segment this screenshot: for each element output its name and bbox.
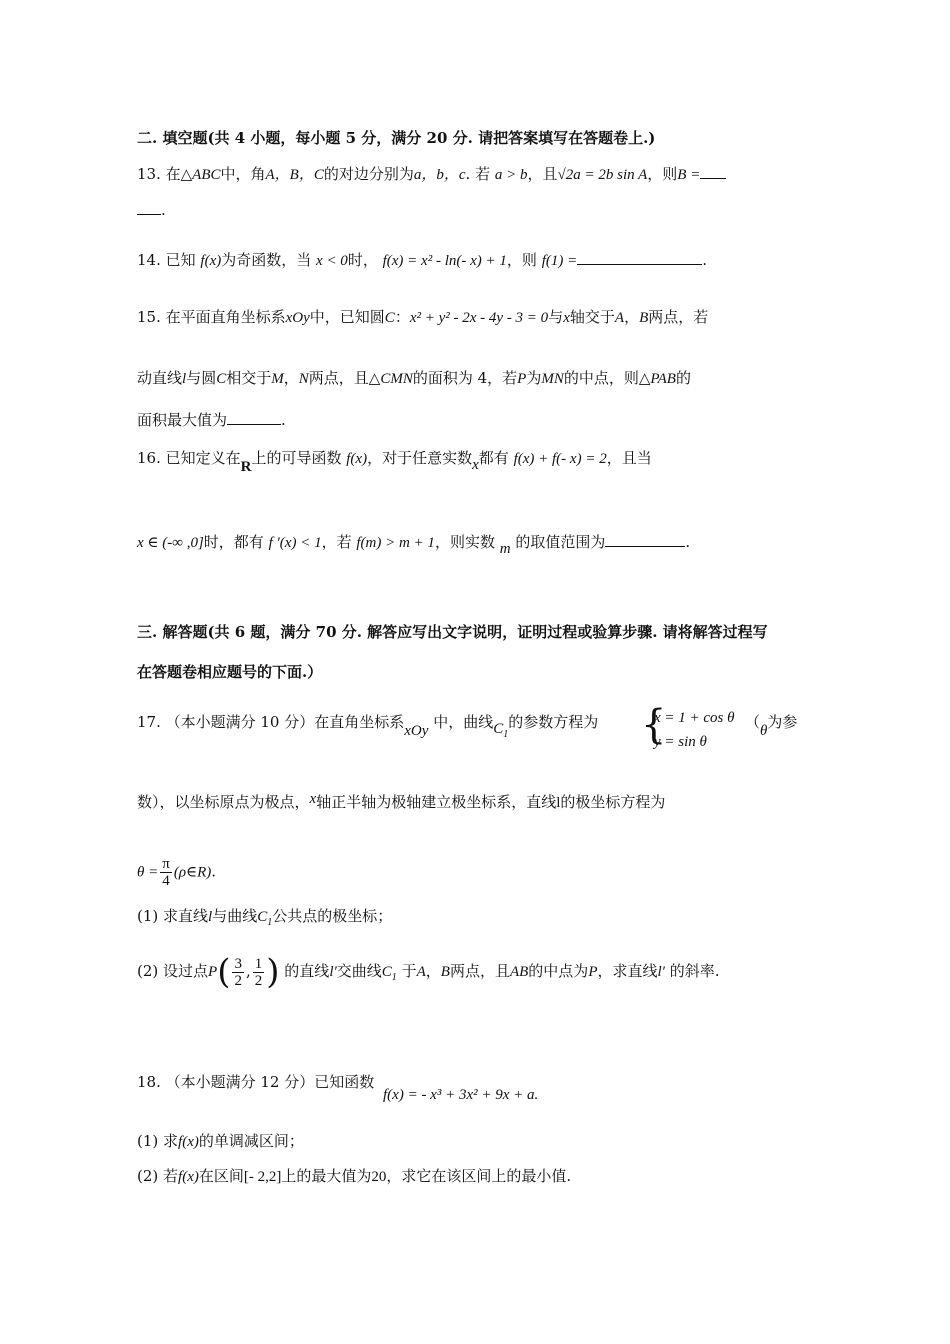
q15-text: 动直线 [137, 369, 183, 387]
q15-text: 为 [526, 369, 542, 387]
q17-text: 中，曲线 [433, 713, 494, 731]
question-18-part-1 [137, 1131, 304, 1152]
q15-text: 面积最大值为 [137, 411, 228, 429]
q14-function: f(x) [200, 253, 222, 269]
q18-function: f(x) [178, 1169, 199, 1185]
q17-curve-subscript: 1 [267, 917, 273, 928]
q15-triangle-cmn: △CMN [368, 371, 413, 387]
q17-curve-letter: C [493, 721, 504, 737]
answer-blank [700, 164, 726, 179]
q17-line-1-tail [745, 712, 798, 739]
q17-curve-letter: C [381, 964, 392, 980]
q17-text: 与曲线 [212, 907, 258, 925]
q14-equation: f(x) = x² - ln(- x) + 1 [382, 253, 507, 269]
q16-interval: x ∈ (-∞ ,0] [137, 535, 204, 551]
q17-coord-system: xOy [404, 723, 429, 739]
fraction-numerator: π [162, 856, 170, 872]
q13-condition: a > b [494, 167, 528, 183]
q17-text: 公共点的极坐标； [272, 907, 393, 925]
q13-triangle: △ABC [180, 167, 221, 183]
fraction-denominator: 2 [234, 972, 242, 989]
q17-curve [257, 909, 273, 928]
question-14 [137, 250, 707, 271]
q17-point-a: A [416, 964, 426, 980]
q18-text: ，求它在该区间上的最小值. [386, 1167, 572, 1185]
q17-text: 交曲线 [336, 962, 382, 980]
q18-text: (2) 若 [137, 1167, 179, 1185]
q13-end: . [161, 201, 166, 219]
q17-text: ， [425, 962, 441, 980]
q18-text: 在区间 [198, 1167, 244, 1185]
q13-text: 中，角 [220, 165, 266, 183]
question-15-line-1 [137, 307, 708, 328]
q15-triangle-pab: △PAB [638, 371, 676, 387]
q17-text: 的直线 [284, 962, 330, 980]
q14-text: 时， [347, 251, 378, 269]
q17-text: 的极坐标方程为 [560, 793, 666, 811]
q17-text: 数），以坐标原点为极点， [137, 793, 310, 811]
question-18-line-1 [137, 1072, 374, 1092]
q15-text: ， [624, 308, 640, 326]
q15-text: 两点，若 [648, 308, 709, 326]
q17-curve [381, 964, 397, 983]
q17-line-prime: l′ [657, 964, 665, 980]
q15-segment-mn: MN [541, 371, 564, 387]
q15-text: 的 [675, 369, 691, 387]
q16-inequality: f(m) > m + 1 [356, 535, 435, 551]
question-17-line-1 [137, 712, 598, 739]
q18-text: 的单调减区间； [198, 1132, 304, 1150]
question-16-line-1 [137, 448, 652, 475]
q17-text: 轴正半轴为极轴建立极坐标系，直线 [316, 793, 557, 811]
q17-curve [493, 721, 509, 740]
q15-circle: C [384, 310, 395, 326]
fraction-denominator: 2 [254, 972, 263, 989]
question-13-cont [137, 200, 166, 220]
question-15-line-2 [137, 368, 691, 389]
q14-text: 14. 已知 [137, 251, 196, 269]
q13-sides: a，b，c [413, 167, 466, 183]
q16-x: x [472, 457, 479, 473]
q13-text: ，且 [527, 165, 558, 183]
q17-text: 的中点为 [528, 962, 589, 980]
section-3-heading-line-2: 在答题卷相应题号的下面.） [137, 663, 323, 681]
q15-point-p: P [517, 371, 527, 387]
q16-equation: f(x) + f(- x) = 2 [513, 451, 607, 467]
question-15-line-3 [137, 410, 286, 430]
q14-condition: x < 0 [316, 253, 348, 269]
q13-angles: A，B，C [265, 167, 324, 183]
q16-text: 上的可导函数 [251, 449, 342, 467]
q18-text: 18. （本小题满分 12 分）已知函数 [137, 1073, 375, 1091]
q16-text: 时，都有 [203, 533, 264, 551]
q14-text: ，则 [506, 251, 537, 269]
q16-real-set: R [240, 459, 252, 475]
q15-text: 的面积为 4，若 [412, 369, 518, 387]
q17-text: ，求直线 [597, 962, 658, 980]
q18-equation: f(x) = - x³ + 3x² + 9x + a. [383, 1087, 539, 1103]
question-17-polar-equation [137, 856, 216, 889]
q15-text: 15. 在平面直角坐标系 [137, 308, 286, 326]
q17-theta-eq: θ = [137, 864, 159, 881]
fraction-denominator: 4 [162, 873, 170, 889]
q15-text: 的中点，则 [563, 369, 639, 387]
q15-point-a: A [614, 310, 625, 326]
q14-end: . [702, 251, 707, 269]
q17-pi-over-4 [160, 856, 172, 889]
q17-text: 17. （本小题满分 10 分）在直角坐标系 [137, 713, 405, 731]
q17-frac-x [232, 956, 244, 989]
q15-circle: C [216, 371, 227, 387]
q16-text: 的取值范围为 [515, 533, 606, 551]
q18-text: 上的最大值为 [281, 1167, 372, 1185]
q17-text: (1) 求直线 [137, 907, 209, 925]
section-3-heading-line-1: 三. 解答题(共 6 题，满分 70 分. 解答应写出文字说明，证明过程或验算步骤. 请将解答过程写 [137, 623, 768, 641]
q18-text: (1) 求 [137, 1132, 179, 1150]
question-17-line-2 [137, 792, 665, 813]
q13-answer-label: B = [677, 167, 701, 183]
section-2-heading: 二. 填空题(共 4 小题，每小题 5 分，满分 20 分. 请把答案填写在答题卷上.) [137, 129, 656, 147]
q15-point-m: M [271, 371, 284, 387]
q16-text: ，则实数 [434, 533, 495, 551]
fraction-numerator: 3 [234, 955, 242, 972]
q17-point-p: P [588, 964, 598, 980]
q15-text: ： [394, 308, 410, 326]
q15-point-b: B [639, 310, 649, 326]
q17-segment-ab: AB [509, 964, 529, 980]
q13-text: 的对边分别为 [323, 165, 414, 183]
q17-equation-x: x = 1 + cos θ [654, 710, 735, 726]
q16-text: 16. 已知定义在 [137, 449, 241, 467]
q15-text: 相交于 [226, 369, 272, 387]
q16-text: ，对于任意实数 [367, 449, 473, 467]
left-paren-icon: ( [217, 952, 231, 992]
q17-x: x [309, 791, 317, 807]
q17-text: . [211, 862, 217, 881]
q16-function: f(x) [346, 451, 368, 467]
question-17-part-2: (2) 设过点P( $\frac{3}{2}$ , $\frac{1}{2}$ ) 的直线l′交曲线$C_1$ 于A，B两点，且AB的中点为P，求直线l′ 的斜率. [137, 952, 720, 992]
q18-interval: [- 2,2] [243, 1169, 282, 1185]
q17-text: 的斜率. [669, 962, 720, 980]
q16-end: . [685, 533, 691, 551]
q15-coord-system: xOy [285, 310, 310, 326]
q15-line: l [182, 371, 187, 387]
question-16-line-2 [137, 532, 691, 557]
q17-rho-in-r: (ρ∈R) [173, 864, 212, 881]
q16-m: m [499, 541, 511, 557]
q15-text: 两点，且 [308, 369, 369, 387]
q15-point-n: N [298, 371, 309, 387]
q17-line-prime: l′ [329, 964, 337, 980]
q17-equation-y: y = sin θ [654, 734, 707, 750]
q15-text: 中，已知圆 [309, 308, 385, 326]
q13-equation: √2a = 2b sin A [557, 167, 648, 183]
q16-text: 都有 [478, 449, 509, 467]
q17-point-p: P [208, 964, 218, 980]
q17-text: 的参数方程为 [508, 713, 599, 731]
q17-line: l [208, 909, 213, 925]
answer-blank [227, 410, 281, 425]
q18-max-value: 20 [371, 1169, 387, 1185]
q15-text: 与 [548, 308, 564, 326]
q17-curve-letter: C [257, 909, 268, 925]
q17-theta: θ [760, 723, 768, 739]
q16-text: ，若 [321, 533, 352, 551]
q14-answer-label: f(1) = [541, 253, 578, 269]
q17-text: (2) 设过点 [137, 962, 209, 980]
q17-curve-subscript: 1 [503, 729, 509, 740]
fraction-numerator: 1 [254, 955, 263, 972]
q13-text: 13. 在 [137, 165, 181, 183]
question-17-part-1 [137, 906, 392, 933]
q15-text: 轴交于 [569, 308, 615, 326]
answer-blank [137, 200, 161, 215]
q13-text: ，则 [647, 165, 678, 183]
q17-equations [654, 706, 735, 754]
q17-curve-subscript: 1 [391, 972, 397, 983]
q17-line: l [556, 795, 561, 811]
right-paren-icon: ) [266, 952, 280, 992]
answer-blank [577, 250, 702, 265]
q18-function: f(x) [178, 1134, 199, 1150]
q15-x: x [563, 310, 570, 326]
q17-text: 两点，且 [449, 962, 510, 980]
question-18-part-2 [137, 1166, 571, 1187]
q17-text: （ [745, 713, 761, 731]
q14-text: 为奇函数，当 [221, 251, 312, 269]
q16-derivative: f ′(x) < 1 [268, 535, 322, 551]
q17-frac-y [253, 956, 265, 989]
q15-text: 与圆 [186, 369, 217, 387]
q17-text: 于 [401, 962, 417, 980]
q18-function-definition [383, 1084, 538, 1105]
q15-end: . [281, 411, 286, 429]
answer-blank [605, 532, 685, 547]
brace-icon: { [641, 702, 667, 748]
q17-text: 为参 [767, 713, 798, 731]
q13-text: . 若 [465, 165, 491, 183]
q15-text: ， [283, 369, 299, 387]
question-13 [137, 164, 726, 185]
q17-point-b: B [440, 964, 450, 980]
q16-text: ，且当 [606, 449, 652, 467]
q15-circle-equation: x² + y² - 2x - 4y - 3 = 0 [409, 310, 549, 326]
